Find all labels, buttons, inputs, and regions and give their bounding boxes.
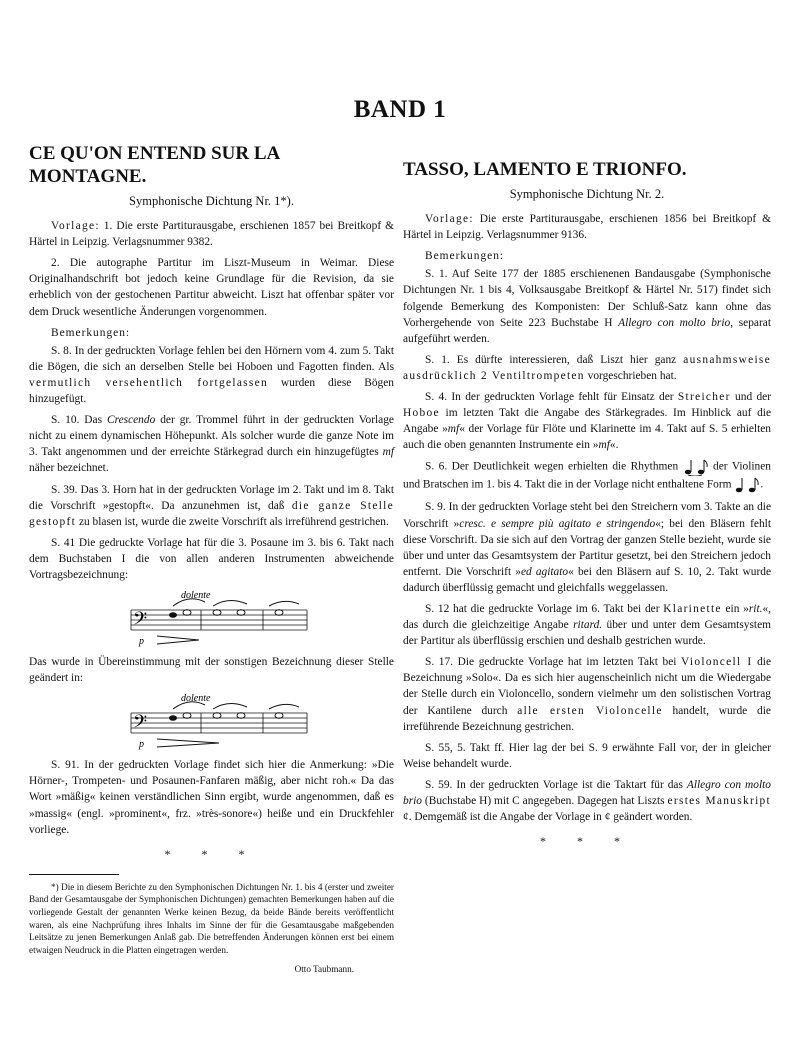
footnote-rule: [29, 874, 119, 875]
s17-text-a: S. 17. Die gedruckte Vorlage hat im letzten Takt bei: [425, 656, 682, 669]
s59-text-b: (Buchstabe H) mit C angegeben. Dagegen hat Liszts: [422, 795, 668, 807]
dynamic-p-1: p: [139, 636, 144, 648]
s10-text-a: S. 10. Das: [51, 414, 107, 427]
right-bemerkungen: Bemerkungen:: [425, 250, 505, 263]
s1a-text-a: S. 1. Auf Seite 177 der 1885 erschienenen Bandausgabe (Symphonische Dichtungen Nr. 1 bis 4, Volksausgabe Breitkopf & Härtel Nr. 517) findet sich folgende Bemerkung des Komponisten: Der Schluß-Satz kann ohne das Vorhergehende von Seite 223 Buchstabe H: [403, 268, 771, 329]
s4-spaced-1: Streicher: [677, 391, 731, 404]
s10-text-b: der gr. Trommel führt in der gedruckten Vorlage nicht zu einem dynamischen Höhepunkt. Als solcher wurde die ganze Note im 3. Takt angenommen und der erreichte Stärkegrad durch ein hinzugefügtes: [29, 414, 394, 459]
s17-text-c: handelt, wurde die irreführende Bezeichnung gestrichen.: [403, 704, 771, 733]
s8-text-a: S. 8. In der gedruckten Vorlage fehlen bei den Hörnern vom 4. zum 5. Takt die Bögen, die sich an derselben Stelle bei Hoboen und Fagotten finden. Als: [29, 344, 394, 373]
s6-text-b: der Violinen und Bratschen im 1. bis 4. Takt die in der Vorlage nicht enthaltene Form: [403, 461, 771, 492]
right-stars: * * *: [540, 834, 634, 849]
s1b-spaced-2: ausdrücklich 2 Ventiltrompeten: [403, 369, 585, 382]
dynamic-p-2: p: [139, 739, 144, 751]
s4-spaced-2: Hoboe: [403, 407, 440, 420]
right-s6: [403, 458, 771, 494]
left-vorlage: [29, 218, 394, 250]
footnote: *) Die in diesem Berichte zu den Symphonischen Dichtungen Nr. 1. bis 4 (erster und zweiter Band der Gesamtausgabe der Symphonischen Dichtungen) gemachten Bemerkungen haben auf die vorliegende Gestalt der genannten Werke keinen Bezug, da beide Bände bereits veröffentlicht waren, als eine Nachprüfung ihres Inhalts im Sinne der für die Gesamtausgabe maßgebenden Leitsätze zu jenen Bemerkungen Anlaß gab. Die betreffenden Änderungen können erst bei einem etwaigen Neudruck in die Platten eingetragen werden.: [29, 881, 394, 955]
s4-text-c: im letzten Takt die Angabe des Stärkegrades. Im Hinblick auf die Angabe »: [403, 407, 771, 436]
right-heading: TASSO, LAMENTO E TRIONFO.: [403, 159, 687, 180]
s8-spaced: vermutlich versehentlich fortgelassen: [29, 376, 268, 389]
s4-mf-2: mf: [598, 439, 610, 452]
left-s91: S. 91. In der gedruckten Vorlage findet sich hier die Anmerkung: »Die Hörner-, Trompeten- und Posaunen-Fanfaren mäßig, aber nicht roh.« Da das Wort »mäßig« keinen verständlichen Sinn ergibt, wurde angenommen, daß es »massig« (engl. »prominent«, frz. »très-sonore«) heiße und ein Druckfehler vorliege.: [29, 759, 394, 836]
s59-spaced: erstes Manuskript: [667, 795, 771, 807]
left-heading: [29, 142, 394, 188]
vorlage-text: 1. Die erste Partiturausgabe, erschienen 1857 bei Breitkopf & Härtel in Leipzig. Verlagsnummer 9382.: [29, 220, 394, 249]
right-s12: [403, 601, 771, 649]
right-s1a: [403, 266, 771, 346]
left-heading-line1: CE QU'ON ENTEND SUR LA: [29, 143, 281, 164]
footnote-signature: Otto Taubmann.: [294, 964, 354, 975]
s9-italic-1: cresc. e sempre più agitato e stringendo: [459, 517, 656, 530]
s4-text-b: und der: [730, 391, 772, 404]
s12-text-c: «, das durch die gleichzeitige Angabe: [403, 602, 772, 632]
right-s4: [403, 389, 771, 453]
s17-spaced-2: alle ersten Violoncelle: [517, 704, 663, 717]
s4-text-e: «.: [609, 439, 619, 452]
rhythm-original-icon: [683, 458, 709, 476]
s39-spaced: die ganze Stelle gestopft: [29, 499, 394, 528]
s6-text-c: .: [760, 479, 764, 492]
left-s39: [29, 482, 394, 530]
s6-text-a: S. 6. Der Deutlichkeit wegen erhielten die Rhythmen: [425, 461, 679, 474]
bass-clef-1: 𝄢: [133, 609, 148, 635]
s4-mf-1: mf: [447, 423, 460, 436]
left-stars: * * *: [164, 846, 259, 861]
s9-italic-2: ed agitato: [520, 565, 569, 578]
s59-text-a: S. 59. In der gedruckten Vorlage ist die Taktart für das: [425, 778, 687, 791]
right-s59: [403, 777, 771, 825]
s12-text-d: über und unter dem Gesamtsystem der Partitur als überflüssig erschien und deshalb gestrichen wurde.: [403, 619, 771, 648]
s9-text-b: «; bei den Bläsern fehlt diese Vorschrift. Da sie sich auf den Vortrag der ganzen Stelle bezieht, wurde sie über und unter das Gesamtsystem der Partitur gesetzt, bei den Streichern jedoch entfernt. Die Vorschrift »: [403, 517, 771, 578]
s1b-text-b: vorgeschrieben hat.: [584, 369, 677, 382]
page-title: BAND 1: [353, 96, 447, 123]
left-s8: [29, 343, 394, 407]
left-heading-line2: MONTAGNE.: [29, 166, 147, 187]
s10-text-c: näher bezeichnet.: [29, 462, 109, 475]
s4-text-a: S. 4. In der gedruckten Vorlage fehlt für Einsatz der: [425, 391, 678, 404]
s12-italic-1: rit.: [748, 602, 763, 615]
right-column: [403, 142, 771, 861]
right-vorlage: [403, 211, 771, 243]
s10-italic: Crescendo: [106, 414, 156, 427]
right-subtitle: Symphonische Dichtung Nr. 2.: [509, 187, 665, 201]
s12-text-b: ein »: [721, 602, 749, 615]
s12-spaced: Klarinette: [663, 602, 722, 615]
right-s9: [403, 499, 771, 596]
bass-clef-2: 𝄢: [133, 712, 148, 738]
music-example-2: [129, 691, 309, 753]
right-s1b: [403, 352, 771, 384]
s1b-spaced-1: ausnahmsweise: [683, 353, 771, 366]
dolente-marking-1: dolente: [181, 590, 211, 602]
s12-text-a: S. 12 hat die gedruckte Vorlage im 6. Takt bei der: [425, 602, 664, 615]
s1b-text-a: S. 1. Es dürfte interessieren, daß Liszt hier ganz: [425, 353, 684, 366]
s10-mf: mf: [382, 446, 394, 459]
s39-text-a: S. 39. Das 3. Horn hat in der gedruckten Vorlage im 2. Takt und im 8. Takt die Vorschrift »gestopft«. Da anzunehmen ist, daß: [29, 483, 394, 512]
left-s10: [29, 412, 394, 476]
s12-italic-2: ritard.: [573, 619, 603, 632]
right-s55: S. 55, 5. Takt ff. Hier lag der bei S. 9 erwähnte Fall vor, der in gleicher Weise behandelt wurde.: [403, 741, 771, 770]
dolente-marking-2: dolente: [181, 693, 211, 705]
s8-text-b: wurden diese Bögen hinzugefügt.: [29, 376, 394, 406]
s9-text-c: « bei den Bläsern auf S. 10, 2. Takt wurde dadurch überflüssig gemacht und gleichfalls weggelassen.: [403, 565, 772, 594]
s17-spaced-1: Violoncell I: [681, 656, 753, 669]
s39-text-b: zu blasen ist, wurde die zweite Vorschrift als irreführend gestrichen.: [76, 515, 389, 528]
s59-text-c: ¢. Demgemäß ist die Angabe der Vorlage in ¢ geändert worden.: [403, 811, 693, 824]
left-s41: S. 41 Die gedruckte Vorlage hat für die 3. Posaune im 3. bis 6. Takt nach dem Buchstaben I die von allen anderen Instrumenten abweichende Vortragsbezeichnung:: [29, 536, 394, 581]
s59-italic: Allegro con molto brio: [403, 778, 771, 807]
s4-text-d: « der Vorlage für Flöte und Klarinette im 4. Takt auf S. 5 erhielten auch die oben genannten Instrumente ein »: [403, 423, 771, 452]
left-bemerkungen: Bemerkungen:: [51, 326, 131, 339]
vorlage-text: Die erste Partiturausgabe, erschienen 1856 bei Breitkopf & Härtel in Leipzig. Verlagsnummer 9136.: [403, 213, 771, 242]
music-example-1: [129, 588, 309, 650]
left-between: Das wurde in Übereinstimmung mit der sonstigen Bezeichnung dieser Stelle geändert in:: [29, 656, 394, 685]
vorlage-label: Vorlage:: [425, 213, 474, 226]
left-subtitle: Symphonische Dichtung Nr. 1*).: [129, 194, 294, 208]
right-s17: [403, 654, 771, 734]
s1a-italic: Allegro con molto brio: [618, 316, 731, 329]
s17-text-b: die Bezeichnung »Solo«. Da es sich hier augenscheinlich nicht um die Wiedergabe der Stelle durch ein Violoncello, sondern vielmehr um den solistischen Vortrag der Kantilene durch: [403, 656, 772, 717]
s1a-text-b: , separat aufgeführt werden.: [403, 316, 771, 345]
left-p2: 2. Die autographe Partitur im Liszt-Museum in Weimar. Diese Originalhandschrift bot jedoch keine Grundlage für die Revision, da sie erheblich von der gestochenen Partitur abweicht. Liszt hat offenbar später vor dem Druck wesentliche Änderungen vorgenommen.: [29, 257, 394, 318]
rhythm-new-icon: [734, 476, 760, 494]
vorlage-label: Vorlage:: [51, 220, 100, 233]
left-column: [29, 142, 394, 977]
s9-text-a: S. 9. In der gedruckten Vorlage steht bei den Streichern vom 3. Takte an die Vorschrift »: [403, 501, 771, 530]
